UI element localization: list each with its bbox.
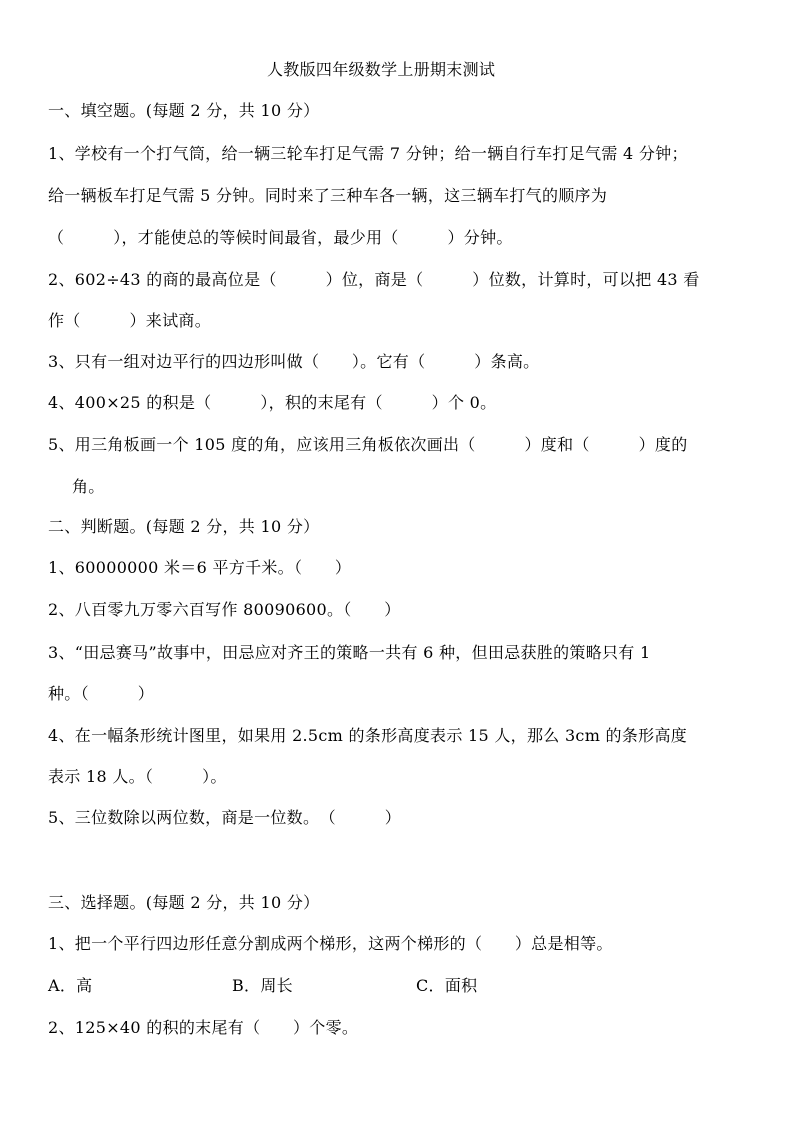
- s2-q3-line-2: 种。（ ）: [48, 684, 155, 703]
- s1-q2-line-2: 作（ ）来试商。: [48, 311, 212, 330]
- s1-q1-line-1: 1、学校有一个打气筒，给一辆三轮车打足气需 7 分钟；给一辆自行车打足气需 4 分钟；: [48, 144, 688, 163]
- s1-q4: 4、400×25 的积是（ ），积的末尾有（ ）个 0。: [48, 393, 497, 412]
- s1-q3: 3、只有一组对边平行的四边形叫做（ ）。它有（ ）条高。: [48, 352, 540, 371]
- s1-q2-line-1: 2、602÷43 的商的最高位是（ ）位，商是（ ）位数，计算时，可以把 43 看: [48, 270, 700, 289]
- s3-q2: 2、125×40 的积的末尾有（ ）个零。: [48, 1018, 359, 1037]
- s3-q1-option-c: C．面积: [416, 976, 478, 995]
- s2-q4-line-2: 表示 18 人。（ ）。: [48, 767, 227, 786]
- s2-q5: 5、三位数除以两位数，商是一位数。 （ ）: [48, 808, 402, 827]
- section-2-heading: 二、判断题。(每题 2 分，共 10 分）: [48, 517, 320, 536]
- s2-q1: 1、60000000 米＝6 平方千米。（ ）: [48, 558, 352, 577]
- s3-q1: 1、把一个平行四边形任意分割成两个梯形，这两个梯形的（ ）总是相等。: [48, 934, 613, 953]
- s1-q5-line-2: 角。: [72, 477, 105, 496]
- section-1-heading: 一、填空题。(每题 2 分，共 10 分）: [48, 101, 320, 120]
- s3-q1-option-b: B．周长: [232, 976, 293, 995]
- s3-q1-option-a: A．高: [48, 976, 93, 995]
- s1-q5-line-1: 5、用三角板画一个 105 度的角，应该用三角板依次画出（ ）度和（ ）度的: [48, 435, 688, 454]
- section-3-heading: 三、选择题。(每题 2 分，共 10 分）: [48, 893, 320, 912]
- exam-title: 人教版四年级数学上册期末测试: [267, 60, 496, 79]
- s1-q1-line-3: （ ），才能使总的等候时间最省，最少用（ ）分钟。: [48, 228, 513, 247]
- s2-q2: 2、八百零九万零六百写作 80090600。（ ）: [48, 600, 401, 619]
- s2-q4-line-1: 4、在一幅条形统计图里，如果用 2.5cm 的条形高度表示 15 人，那么 3cm 的条形高度: [48, 726, 688, 745]
- s1-q1-line-2: 给一辆板车打足气需 5 分钟。同时来了三种车各一辆，这三辆车打气的顺序为: [48, 186, 608, 205]
- s2-q3-line-1: 3、“田忌赛马”故事中，田忌应对齐王的策略一共有 6 种，但田忌获胜的策略只有 1: [48, 643, 651, 662]
